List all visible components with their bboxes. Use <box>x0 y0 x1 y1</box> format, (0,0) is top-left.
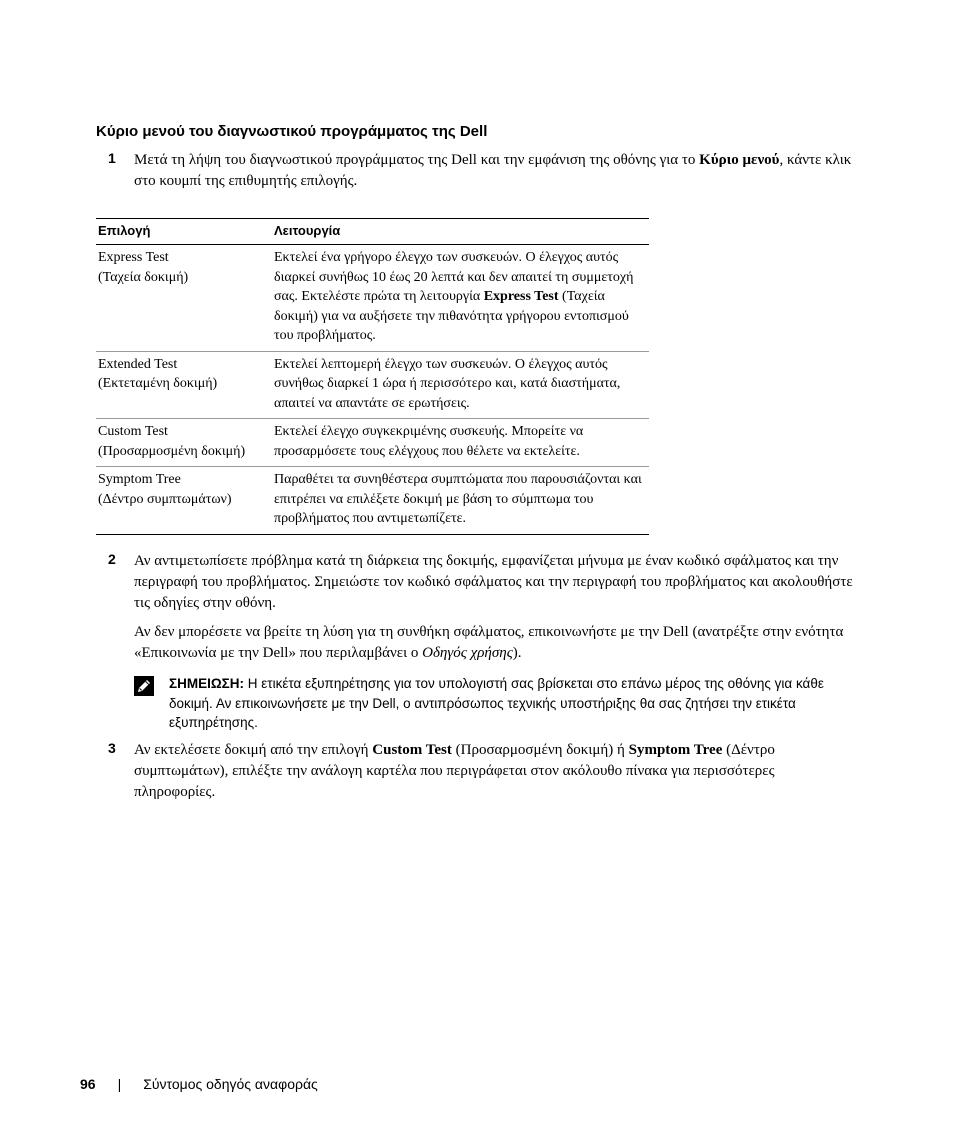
note-label: ΣΗΜΕΙΩΣΗ: <box>169 676 245 691</box>
option-name: Extended Test <box>98 356 178 372</box>
step-text-part: (Δέντρο συμπτωμάτων), επιλέξτε την ανάλογη καρτέλα που περιγράφεται στον ακόλουθο πίνακα για περισσότερες πληροφορίες. <box>134 742 775 800</box>
step-number: 2 <box>108 551 116 567</box>
footer-separator: | <box>117 1076 122 1092</box>
step-text-part: Μετά τη λήψη του διαγνωστικού προγράμματος της Dell και την εμφάνιση της οθόνης για το <box>134 152 700 168</box>
step-text: Αν αντιμετωπίσετε πρόβλημα κατά τη διάρκεια της δοκιμής, εμφανίζεται μήνυμα με έναν κωδικό σφάλματος και την περιγραφή του προβλήματος. Σημειώστε τον κωδικό σφάλματος και την περιγραφή του προβλήματος και ακολουθήστε τις οδηγίες στην οθόνη. <box>134 553 853 611</box>
option-cell <box>96 245 270 352</box>
step-2 <box>108 551 853 614</box>
pencil-note-icon <box>134 676 154 696</box>
section-heading: Κύριο μενού του διαγνωστικού προγράμματος της Dell <box>96 123 488 140</box>
option-translation: (Δέντρο συμπτωμάτων) <box>98 491 232 507</box>
table-row <box>96 351 649 419</box>
step-1 <box>108 150 853 192</box>
option-name: Express Test <box>98 250 169 265</box>
step-number: 1 <box>108 150 116 166</box>
step-2-paragraph <box>134 622 854 664</box>
table-row <box>96 245 649 352</box>
option-translation: (Εκτεταμένη δοκιμή) <box>98 376 218 391</box>
column-header-option: Επιλογή <box>96 219 270 245</box>
guide-title: Οδηγός χρήσης <box>422 645 513 661</box>
column-header-function: Λειτουργία <box>270 219 649 245</box>
footer-title: Σύντομος οδηγός αναφοράς <box>143 1076 318 1092</box>
option-cell <box>96 419 270 467</box>
option-translation: (Ταχεία δοκιμή) <box>98 269 189 285</box>
function-cell: Εκτελεί έλεγχο συγκεκριμένης συσκευής. Μπορείτε να προσαρμόσετε τους ελέγχους που θέλετε να εκτελείτε. <box>270 419 649 467</box>
table-header-row <box>96 219 649 245</box>
option-translation: (Προσαρμοσμένη δοκιμή) <box>98 443 246 459</box>
note-text <box>169 674 854 733</box>
page-footer <box>80 1076 318 1092</box>
paragraph-text: Αν δεν μπορέσετε να βρείτε τη λύση για τη συνθήκη σφάλματος, επικοινωνήστε με την Dell (ανατρέξτε στην ενότητα «Επικοινωνία με την Dell» που περιλαμβάνει ο <box>134 624 844 661</box>
step-text-part: Αν εκτελέσετε δοκιμή από την επιλογή <box>134 742 373 758</box>
page-number: 96 <box>80 1076 96 1092</box>
table-row <box>96 419 649 467</box>
option-name: Symptom Tree <box>98 472 181 487</box>
function-cell: Παραθέτει τα συνηθέστερα συμπτώματα που παρουσιάζονται και επιτρέπει να επιλέξετε δοκιμή με βάση το σύμπτωμα του προβλήματος που αντιμετωπίζετε. <box>270 467 649 535</box>
option-name: Custom Test <box>98 424 168 439</box>
function-text: (Ταχεία δοκιμή) για να αυξήσετε την πιθανότητα γρήγορου εντοπισμού του προβλήματος. <box>274 289 629 343</box>
option-cell <box>96 467 270 535</box>
step-text-bold: Κύριο μενού <box>699 152 780 168</box>
step-3 <box>108 740 853 803</box>
paragraph-text: ). <box>512 645 522 661</box>
function-text: Εκτελεί ένα γρήγορο έλεγχο των συσκευών. Ο έλεγχος αυτός διαρκεί συνήθως 10 έως 20 λεπτά και δεν απαιτεί τη συμμετοχή σας. Εκτελέστε πρώτα τη λειτουργία <box>274 250 634 304</box>
step-text <box>134 740 853 803</box>
step-text-part: , κάντε κλικ στο κουμπί της επιθυμητής επιλογής. <box>134 152 852 189</box>
table-row <box>96 467 649 535</box>
note-box <box>134 674 854 733</box>
step-text <box>134 150 853 192</box>
note-content: Η ετικέτα εξυπηρέτησης για τον υπολογιστή σας βρίσκεται στο επάνω μέρος της οθόνης για κάθε δοκιμή. Αν επικοινωνήσετε με την Dell, ο αντιπρόσωπος τεχνικής υποστήριξης θα σας ζητήσει την ετικέτα εξυπηρέτησης. <box>169 676 824 730</box>
options-table <box>96 218 649 535</box>
function-cell: Εκτελεί λεπτομερή έλεγχο των συσκευών. Ο έλεγχος αυτός συνήθως διαρκεί 1 ώρα ή περισσότερο και, κατά διαστήματα, απαιτεί να απαντάτε σε ερωτήσεις. <box>270 351 649 419</box>
option-cell <box>96 351 270 419</box>
function-cell <box>270 245 649 352</box>
step-text-part: (Προσαρμοσμένη δοκιμή) ή <box>451 742 629 758</box>
function-text-bold: Express Test <box>483 289 559 304</box>
step-text-bold: Custom Test <box>372 742 452 758</box>
step-number: 3 <box>108 740 116 756</box>
step-text-bold: Symptom Tree <box>628 742 723 758</box>
